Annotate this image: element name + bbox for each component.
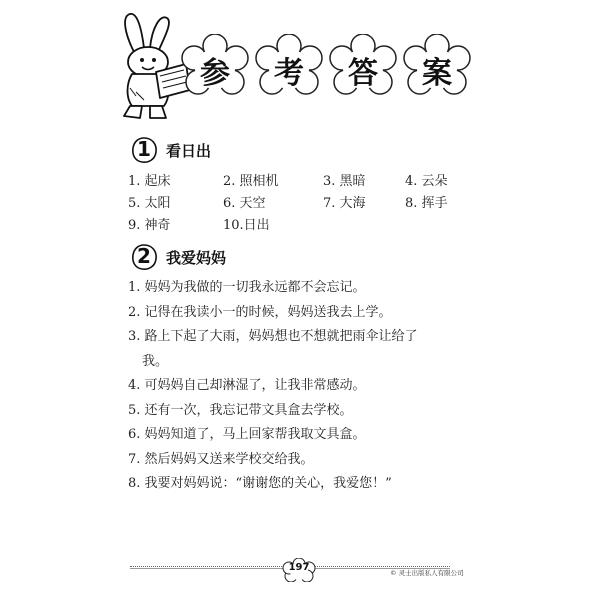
section-title: 看日出	[166, 141, 212, 160]
page-number-badge	[282, 558, 316, 582]
section-2-answers	[128, 276, 468, 497]
title-char: 考	[274, 56, 304, 91]
answer-item: 10.日出	[223, 217, 270, 233]
answer-item: 7. 大海	[323, 195, 366, 211]
answer-sentence: 1. 妈妈为我做的一切我永远都不会忘记。	[128, 280, 366, 295]
answer-item: 4. 云朵	[405, 173, 448, 189]
answer-sentence: 3. 路上下起了大雨，妈妈想也不想就把雨伞让给了	[128, 329, 418, 344]
answer-sentence: 4. 可妈妈自己却淋湿了，让我非常感动。	[128, 378, 366, 393]
answer-sentence: 2. 记得在我读小一的时候，妈妈送我去上学。	[128, 304, 392, 320]
answer-row	[128, 168, 488, 190]
answer-sentence-continued: 我。	[142, 353, 169, 369]
section-1-heading	[130, 136, 211, 164]
title-flower	[254, 34, 324, 104]
section-number: 2	[137, 244, 151, 268]
title-char: 案	[422, 56, 452, 91]
section-number-badge	[130, 136, 158, 164]
title-char: 参	[200, 56, 230, 91]
answer-row	[128, 190, 488, 212]
section-1-answers	[128, 168, 488, 234]
answer-sentence: 8. 我要对妈妈说：“谢谢您的关心，我爱您！”	[128, 476, 392, 491]
title-banner	[180, 34, 480, 104]
answer-item: 6. 天空	[223, 195, 266, 211]
answer-item: 9. 神奇	[128, 217, 171, 233]
answer-sentence: 5. 还有一次，我忘记带文具盒去学校。	[128, 402, 353, 418]
answer-sentence: 7. 然后妈妈又送来学校交给我。	[128, 451, 314, 467]
section-title: 我爱妈妈	[166, 248, 227, 267]
title-flower	[402, 34, 472, 104]
title-flower	[328, 34, 398, 104]
answer-item: 1. 起床	[128, 173, 171, 189]
answer-item: 5. 太阳	[128, 195, 171, 211]
page-number: 197	[288, 562, 310, 573]
section-number-badge	[130, 243, 158, 271]
answer-item: 8. 挥手	[405, 195, 448, 211]
section-number: 1	[137, 137, 151, 161]
answer-row	[128, 212, 488, 234]
title-char: 答	[348, 56, 378, 91]
section-2-heading	[130, 243, 226, 271]
answer-item: 3. 黑暗	[323, 173, 366, 189]
answer-sentence: 6. 妈妈知道了，马上回家帮我取文具盒。	[128, 427, 366, 442]
answer-item: 2. 照相机	[223, 173, 279, 189]
title-flower	[180, 34, 250, 104]
publisher-credit: © 灵士出版私人有限公司	[390, 569, 464, 577]
